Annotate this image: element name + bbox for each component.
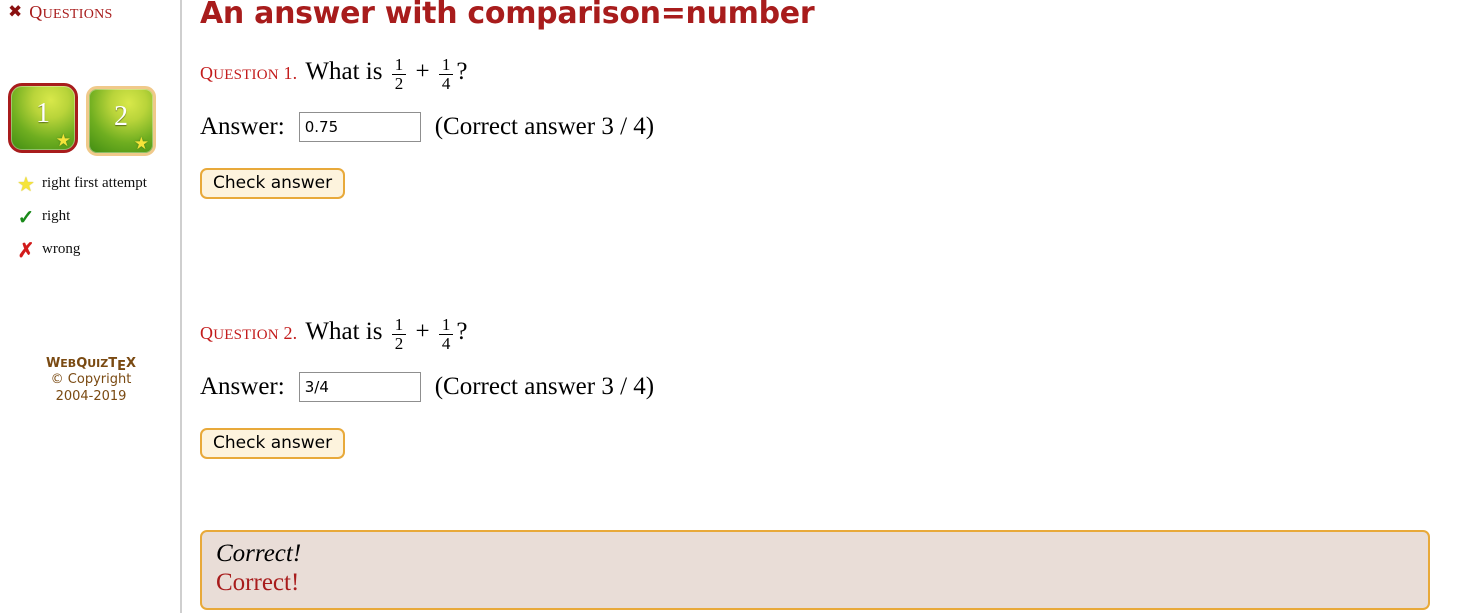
- legend: [10, 175, 170, 274]
- question-1-answer-row: [200, 112, 1430, 142]
- answer-label: Answer:: [200, 112, 285, 140]
- fraction-one-half: $\frac{1}{2}$: [392, 316, 407, 353]
- question-1-correct-answer: (Correct answer 3 / 4): [434, 112, 655, 140]
- question-button-2[interactable]: [86, 86, 156, 156]
- star-icon: ★: [55, 131, 71, 150]
- question-2-correct-answer: (Correct answer 3 / 4): [434, 372, 655, 400]
- question-1-text: What is $\frac{1}{2}$ + $\frac{1}{4}$ ?: [305, 55, 468, 93]
- plus-operator: +: [415, 318, 430, 346]
- cross-icon: ✗: [17, 240, 35, 262]
- question-block-2: [200, 315, 1430, 459]
- question-button-1[interactable]: [11, 86, 75, 150]
- feedback-line-red: Correct!: [216, 568, 300, 596]
- sidebar: [0, 0, 182, 613]
- legend-label: wrong: [42, 241, 81, 257]
- plus-operator: +: [415, 58, 430, 86]
- question-button-1-label: 1: [36, 98, 50, 129]
- fraction-one-quarter: $\frac{1}{4}$: [439, 56, 454, 93]
- check-answer-button-1[interactable]: Check answer: [200, 168, 345, 199]
- answer-label: Answer:: [200, 372, 285, 400]
- star-icon: ★: [17, 174, 35, 196]
- check-answer-button-2[interactable]: Check answer: [200, 428, 345, 459]
- feedback-line-italic: Correct!: [216, 540, 302, 567]
- question-2-text: What is $\frac{1}{2}$ + $\frac{1}{4}$ ?: [305, 315, 468, 353]
- main-content: [182, 0, 1471, 613]
- legend-item-right-first-attempt: [10, 175, 170, 195]
- sidebar-title: QUESTIONS: [29, 2, 113, 22]
- question-button-list: [11, 86, 156, 156]
- answer-input-1[interactable]: [299, 112, 421, 142]
- legend-label: right first attempt: [42, 175, 147, 191]
- copyright-years: 2004-2019: [55, 388, 127, 404]
- feedback-panel: [200, 530, 1430, 610]
- question-2-prompt: [200, 315, 1430, 352]
- check-icon: ✓: [17, 207, 35, 229]
- copyright-block: [0, 356, 182, 405]
- webquiztex-logo: WEBQUIZTEX: [45, 356, 137, 374]
- question-block-1: [200, 55, 1430, 199]
- question-2-answer-row: [200, 372, 1430, 402]
- fraction-one-quarter: $\frac{1}{4}$: [439, 316, 454, 353]
- close-icon[interactable]: ✖: [8, 2, 23, 22]
- copyright-line: © Copyright: [50, 372, 132, 388]
- answer-input-2[interactable]: [299, 372, 421, 402]
- question-2-label: QUESTION 2.: [200, 323, 298, 344]
- legend-item-wrong: [10, 241, 170, 261]
- page-title: An answer with comparison=number: [200, 0, 815, 31]
- question-1-prompt: [200, 55, 1430, 92]
- sidebar-header: [0, 0, 180, 23]
- question-1-label: QUESTION 1.: [200, 63, 298, 84]
- fraction-one-half: $\frac{1}{2}$: [392, 56, 407, 93]
- star-icon: ★: [133, 134, 149, 153]
- legend-label: right: [42, 208, 71, 224]
- legend-item-right: [10, 208, 170, 228]
- question-button-2-label: 2: [114, 101, 128, 132]
